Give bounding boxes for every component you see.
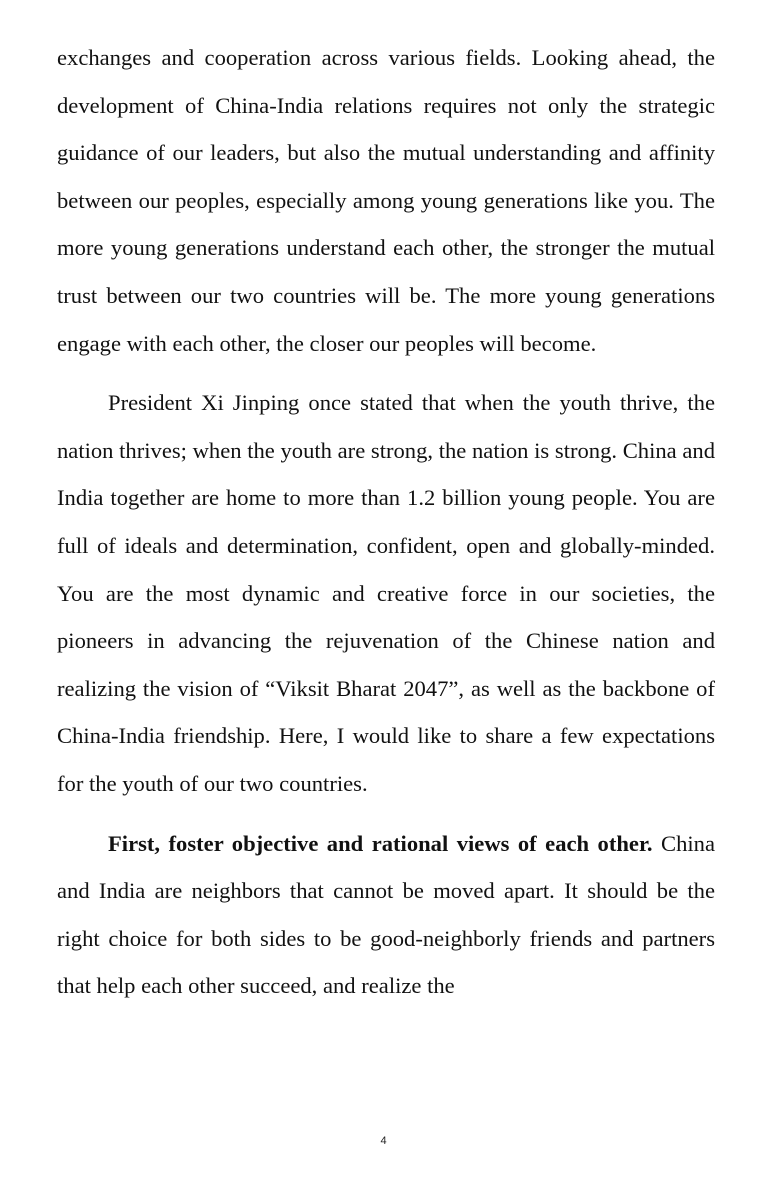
page-number: 4 — [380, 1135, 387, 1147]
paragraph-3-text: China and India are neighbors that cannot be moved apart. It should be the right choice for both sides to be good-neighborly friends and partners that help each other succeed, and realize the — [57, 830, 715, 999]
paragraph-3-lead: First, foster objective and rational views of each other. — [108, 830, 653, 856]
paragraph-3 — [57, 820, 715, 1010]
body-text — [57, 34, 715, 1010]
paragraph-1-text: exchanges and cooperation across various fields. Looking ahead, the development of China-India relations requires not only the strategic guidance of our leaders, but also the mutual understanding and affinity between our peoples, especially among young generations like you. The more young generations understand each other, the stronger the mutual trust between our two countries will be. The more young generations engage with each other, the closer our peoples will become. — [57, 45, 715, 356]
paragraph-2 — [57, 379, 715, 807]
paragraph-2-text: President Xi Jinping once stated that when the youth thrive, the nation thrives; when the youth are strong, the nation is strong. China and India together are home to more than 1.2 billion young people. You are full of ideals and determination, confident, open and globally-minded. You are the most dynamic and creative force in our societies, the pioneers in advancing the rejuvenation of the Chinese nation and realizing the vision of “Viksit Bharat 2047”, as well as the backbone of China-India friendship. Here, I would like to share a few expectations for the youth of our two countries. — [57, 390, 715, 796]
paragraph-1 — [57, 34, 715, 367]
